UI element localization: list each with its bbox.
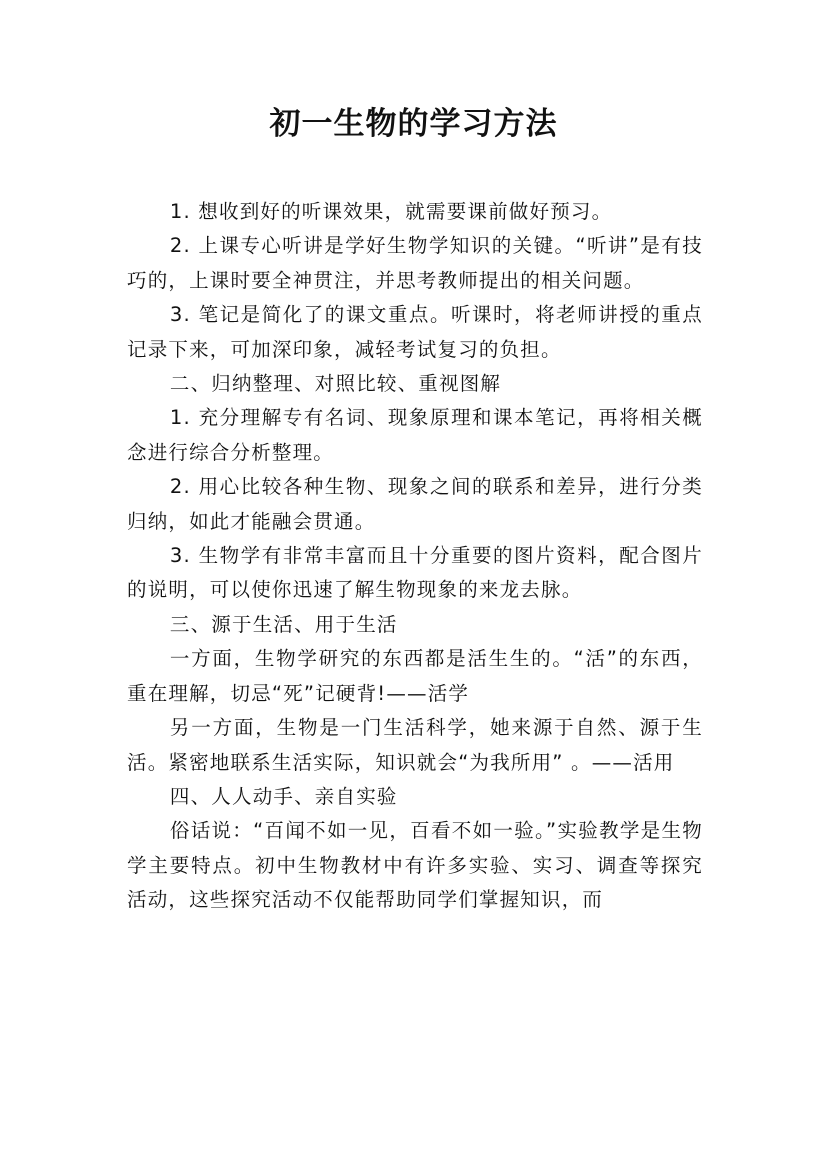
paragraph-7: 一方面，生物学研究的东西都是活生生的。“活”的东西，重在理解，切忌“死”记硬背!——活学: [127, 647, 703, 705]
paragraph-4: 1. 充分理解专有名词、现象原理和课本笔记，再将相关概念进行综合分析整理。: [127, 406, 703, 464]
section-heading-2: 二、归纳整理、对照比较、重视图解: [169, 372, 502, 396]
paragraph-9: 俗话说：“百闻不如一见，百看不如一验。”实验教学是生物学主要特点。初中生物教材中有许多实验、实习、调查等探究活动，这些探究活动不仅能帮助同学们掌握知识，而: [127, 819, 703, 912]
paragraph-8: 另一方面，生物是一门生活科学，她来源于自然、源于生活。紧密地联系生活实际，知识就会“为我所用” 。——活用: [127, 716, 703, 774]
paragraph-5: 2. 用心比较各种生物、现象之间的联系和差异，进行分类归纳，如此才能融会贯通。: [127, 475, 703, 533]
paragraph-3: 3. 笔记是简化了的课文重点。听课时，将老师讲授的重点记录下来，可加深印象，减轻考试复习的负担。: [127, 303, 703, 361]
document-title: 初一生物的学习方法: [269, 106, 558, 142]
section-heading-3: 三、源于生活、用于生活: [169, 612, 398, 636]
section-heading-4: 四、人人动手、亲自实验: [169, 784, 398, 808]
paragraph-1: 1. 想收到好的听课效果，就需要课前做好预习。: [169, 200, 613, 223]
document-body: [127, 195, 703, 918]
paragraph-2: 2. 上课专心听讲是学好生物学知识的关键。“听讲”是有技巧的，上课时要全神贯注，并思考教师提出的相关问题。: [127, 234, 703, 292]
paragraph-6: 3. 生物学有非常丰富而且十分重要的图片资料，配合图片的说明，可以使你迅速了解生物现象的来龙去脉。: [127, 544, 703, 602]
